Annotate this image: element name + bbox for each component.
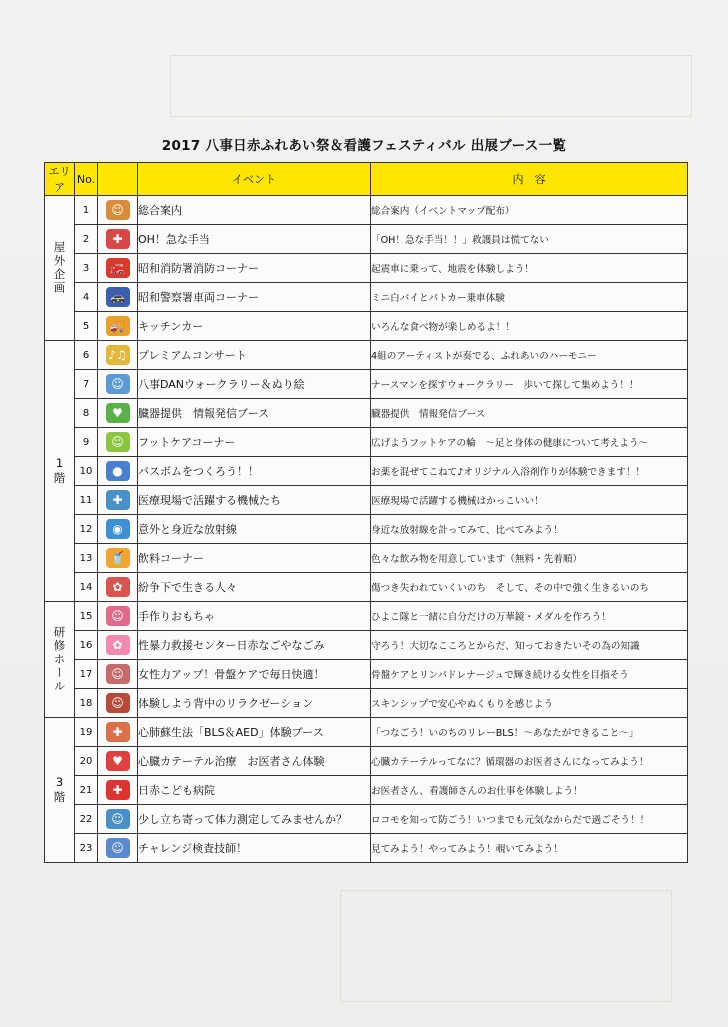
icon-cell — [98, 631, 138, 660]
table-row — [45, 718, 688, 747]
radiation-scanner-icon: ◉ — [106, 519, 130, 539]
event-content: 臓器提供 情報発信ブース — [371, 399, 688, 428]
bath-bomb-icon: ● — [106, 461, 130, 481]
event-content: 起震車に乗って、地震を体験しよう！ — [371, 254, 688, 283]
hospital-icon: ✚ — [106, 780, 130, 800]
header-no: No. — [75, 163, 98, 196]
police-car-icon: 🚓 — [106, 287, 130, 307]
event-content: 総合案内（イベントマップ配布） — [371, 196, 688, 225]
table-row — [45, 834, 688, 863]
event-content: 心臓カテーテルってなに？循環器のお医者さんになってみよう！ — [371, 747, 688, 776]
area-label: 1階 — [45, 341, 75, 602]
table-row — [45, 515, 688, 544]
event-content: 4組のアーティストが奏でる、ふれあいのハーモニー — [371, 341, 688, 370]
table-row — [45, 225, 688, 254]
area-label: 研修ホール — [45, 602, 75, 718]
medical-device-icon: ✚ — [106, 490, 130, 510]
fire-truck-icon: 🚒 — [106, 258, 130, 278]
event-name: チャレンジ検査技師！ — [138, 834, 371, 863]
lab-technician-icon: ☺ — [106, 838, 130, 858]
icon-cell — [98, 196, 138, 225]
row-number: 4 — [75, 283, 98, 312]
icon-cell — [98, 515, 138, 544]
event-name: 心臓カテーテル治療 お医者さん体験 — [138, 747, 371, 776]
back-massage-icon: ☺ — [106, 693, 130, 713]
table-row — [45, 544, 688, 573]
event-content: 「OH！急な手当！！」救護員は慌てない — [371, 225, 688, 254]
header-event: イベント — [138, 163, 371, 196]
row-number: 21 — [75, 776, 98, 805]
row-number: 23 — [75, 834, 98, 863]
table-row — [45, 312, 688, 341]
table-row — [45, 283, 688, 312]
icon-cell — [98, 283, 138, 312]
event-name: 性暴力救援センター日赤なごやなごみ — [138, 631, 371, 660]
event-name: 日赤こども病院 — [138, 776, 371, 805]
header-area: エリア — [45, 163, 75, 196]
icon-cell — [98, 660, 138, 689]
table-row — [45, 747, 688, 776]
icon-cell — [98, 457, 138, 486]
table-row — [45, 196, 688, 225]
icon-cell — [98, 805, 138, 834]
event-content: ロコモを知って防ごう！いつまでも元気なからだで過ごそう！！ — [371, 805, 688, 834]
event-content: 守ろう！大切なこころとからだ、知っておきたいその為の知識 — [371, 631, 688, 660]
event-content: 見てみよう！やってみよう！覗いてみよう！ — [371, 834, 688, 863]
music-notes-icon: ♪♫ — [106, 345, 130, 365]
icon-cell — [98, 312, 138, 341]
row-number: 2 — [75, 225, 98, 254]
booth-table — [44, 162, 688, 863]
page-title: 2017 八事日赤ふれあい祭＆看護フェスティバル 出展ブース一覧 — [161, 138, 567, 154]
icon-cell — [98, 747, 138, 776]
flowers-icon: ✿ — [106, 635, 130, 655]
event-content: 骨盤ケアとリンパドレナージュで輝き続ける女性を目指そう — [371, 660, 688, 689]
event-name: 女性力アップ！骨盤ケアで毎日快適！ — [138, 660, 371, 689]
event-name: バスボムをつくろう！！ — [138, 457, 371, 486]
event-content: 傷つき失われていくいのち そして、その中で強く生きるいのち — [371, 573, 688, 602]
family-icon: ☺ — [106, 809, 130, 829]
area-label: 屋外企画 — [45, 196, 75, 341]
event-name: プレミアムコンサート — [138, 341, 371, 370]
event-name: 飲料コーナー — [138, 544, 371, 573]
row-number: 16 — [75, 631, 98, 660]
event-name: 心肺蘇生法「BLS＆AED」体験ブース — [138, 718, 371, 747]
cpr-icon: ✚ — [106, 722, 130, 742]
icon-cell — [98, 544, 138, 573]
row-number: 8 — [75, 399, 98, 428]
row-number: 19 — [75, 718, 98, 747]
event-name: フットケアコーナー — [138, 428, 371, 457]
reception-icon: ☺ — [106, 200, 130, 220]
table-row — [45, 689, 688, 718]
table-row — [45, 428, 688, 457]
row-number: 18 — [75, 689, 98, 718]
event-name: 意外と身近な放射線 — [138, 515, 371, 544]
row-number: 13 — [75, 544, 98, 573]
icon-cell — [98, 341, 138, 370]
table-row — [45, 776, 688, 805]
table-row — [45, 631, 688, 660]
green-heart-icon: ♥ — [106, 403, 130, 423]
toy-icon: ☺ — [106, 606, 130, 626]
event-content: ナースマンを探すウォークラリー 歩いて探して集めよう！！ — [371, 370, 688, 399]
row-number: 10 — [75, 457, 98, 486]
header-content: 内 容 — [371, 163, 688, 196]
icon-cell — [98, 834, 138, 863]
event-content: 「つなごう！いのちのリレーBLS！～あなたができること～」 — [371, 718, 688, 747]
event-content: 色々な飲み物を用意しています（無料・先着順） — [371, 544, 688, 573]
row-number: 22 — [75, 805, 98, 834]
row-number: 15 — [75, 602, 98, 631]
icon-cell — [98, 486, 138, 515]
icon-cell — [98, 370, 138, 399]
icon-cell — [98, 776, 138, 805]
nurse-icon: ☺ — [106, 374, 130, 394]
icon-cell — [98, 225, 138, 254]
row-number: 20 — [75, 747, 98, 776]
heart-icon: ♥ — [106, 751, 130, 771]
event-content: 医療現場で活躍する機械はかっこいい！ — [371, 486, 688, 515]
event-name: 紛争下で生きる人々 — [138, 573, 371, 602]
icon-cell — [98, 602, 138, 631]
table-row — [45, 457, 688, 486]
area-label: 3階 — [45, 718, 75, 863]
row-number: 5 — [75, 312, 98, 341]
food-truck-icon: 🚚 — [106, 316, 130, 336]
event-name: キッチンカー — [138, 312, 371, 341]
event-content: ひよこ隊と一緒に自分だけの万華鏡・メダルを作ろう！ — [371, 602, 688, 631]
row-number: 17 — [75, 660, 98, 689]
people-circle-icon: ✿ — [106, 577, 130, 597]
icon-cell — [98, 573, 138, 602]
table-row — [45, 254, 688, 283]
event-content: ミニ白バイとパトカー乗車体験 — [371, 283, 688, 312]
icon-cell — [98, 718, 138, 747]
faint-background-box — [340, 890, 672, 1002]
icon-cell — [98, 428, 138, 457]
icon-cell — [98, 399, 138, 428]
row-number: 1 — [75, 196, 98, 225]
table-row — [45, 660, 688, 689]
event-content: スキンシップで安心やぬくもりを感じよう — [371, 689, 688, 718]
table-row — [45, 370, 688, 399]
event-name: 体験しよう背中のリラクゼーション — [138, 689, 371, 718]
event-content: お医者さん、看護師さんのお仕事を体験しよう！ — [371, 776, 688, 805]
header-icon — [98, 163, 138, 196]
row-number: 6 — [75, 341, 98, 370]
event-content: 広げようフットケアの輪 ～足と身体の健康について考えよう～ — [371, 428, 688, 457]
event-content: お薬を混ぜてこねて♪オリジナル入浴剤作りが体験できます！！ — [371, 457, 688, 486]
row-number: 12 — [75, 515, 98, 544]
event-content: いろんな食べ物が楽しめるよ！！ — [371, 312, 688, 341]
rescue-mascot-icon: ✚ — [106, 229, 130, 249]
event-name: 臓器提供 情報発信ブース — [138, 399, 371, 428]
event-name: 総合案内 — [138, 196, 371, 225]
event-content: 身近な放射線を計ってみて、比べてみよう！ — [371, 515, 688, 544]
table-row — [45, 341, 688, 370]
event-name: 昭和警察署車両コーナー — [138, 283, 371, 312]
row-number: 3 — [75, 254, 98, 283]
table-row — [45, 805, 688, 834]
icon-cell — [98, 689, 138, 718]
table-row — [45, 573, 688, 602]
event-name: 医療現場で活躍する機械たち — [138, 486, 371, 515]
event-name: 昭和消防署消防コーナー — [138, 254, 371, 283]
row-number: 9 — [75, 428, 98, 457]
table-body — [45, 196, 688, 863]
faint-background-box — [170, 55, 692, 117]
woman-icon: ☺ — [106, 664, 130, 684]
table-row — [45, 486, 688, 515]
event-name: 手作りおもちゃ — [138, 602, 371, 631]
row-number: 14 — [75, 573, 98, 602]
event-name: 少し立ち寄って体力測定してみませんか？ — [138, 805, 371, 834]
drink-icon: 🥤 — [106, 548, 130, 568]
event-name: OH！急な手当 — [138, 225, 371, 254]
icon-cell — [98, 254, 138, 283]
row-number: 7 — [75, 370, 98, 399]
row-number: 11 — [75, 486, 98, 515]
table-header-row — [45, 163, 688, 196]
event-name: 八事DANウォークラリー＆ぬり絵 — [138, 370, 371, 399]
foot-care-icon: ☺ — [106, 432, 130, 452]
table-row — [45, 602, 688, 631]
table-row — [45, 399, 688, 428]
